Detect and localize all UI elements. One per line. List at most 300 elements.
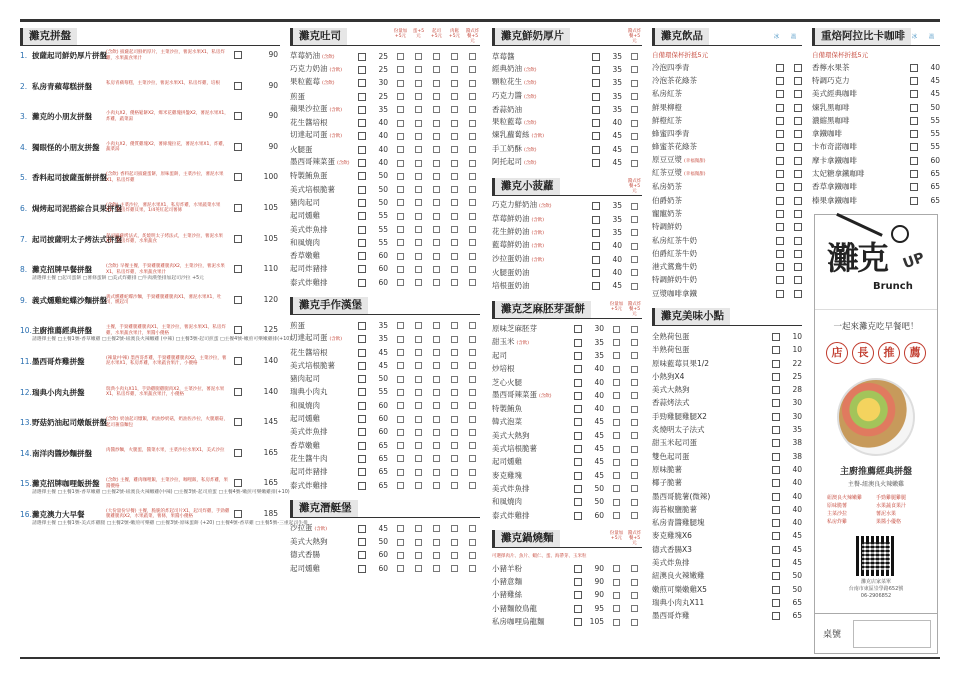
option-checkbox[interactable] [433, 349, 440, 356]
option-checkbox[interactable] [397, 402, 404, 409]
menu-item[interactable] [290, 359, 480, 372]
qty-box[interactable] [910, 170, 918, 178]
option-checkbox[interactable] [469, 53, 476, 60]
qty-box[interactable] [772, 399, 780, 407]
menu-item[interactable] [652, 167, 802, 180]
qty-box-hot[interactable] [794, 157, 802, 165]
qty-box[interactable] [234, 265, 242, 273]
option-checkbox[interactable] [451, 455, 458, 462]
menu-item[interactable] [652, 357, 802, 370]
qty-box[interactable] [776, 197, 784, 205]
menu-item[interactable] [812, 88, 940, 101]
option-checkbox[interactable] [451, 402, 458, 409]
option-checkbox[interactable] [415, 539, 422, 546]
qty-box[interactable] [592, 242, 600, 250]
qty-box[interactable] [234, 235, 242, 243]
option-checkbox[interactable] [631, 446, 638, 453]
option-checkbox[interactable] [469, 253, 476, 260]
option-checkbox[interactable] [433, 199, 440, 206]
qty-box[interactable] [574, 445, 582, 453]
option-checkbox[interactable] [433, 402, 440, 409]
platter-item[interactable] [20, 417, 280, 448]
option-checkbox[interactable] [397, 160, 404, 167]
qty-box[interactable] [574, 339, 582, 347]
option-checkbox[interactable] [397, 279, 404, 286]
option-checkbox[interactable] [631, 605, 638, 612]
qty-box[interactable] [358, 388, 366, 396]
option-checkbox[interactable] [415, 322, 422, 329]
option-checkbox[interactable] [613, 512, 620, 519]
menu-item[interactable] [652, 260, 802, 273]
platter-item[interactable] [20, 325, 292, 356]
qty-box[interactable] [776, 170, 784, 178]
menu-item[interactable] [652, 397, 802, 410]
menu-item[interactable] [812, 101, 940, 114]
option-checkbox[interactable] [451, 53, 458, 60]
menu-item[interactable] [652, 384, 802, 397]
menu-item[interactable] [290, 249, 480, 262]
option-checkbox[interactable] [433, 429, 440, 436]
option-checkbox[interactable] [631, 283, 638, 290]
option-checkbox[interactable] [451, 362, 458, 369]
option-checkbox[interactable] [631, 499, 638, 506]
qr-code-icon[interactable] [856, 536, 896, 576]
option-checkbox[interactable] [451, 322, 458, 329]
option-checkbox[interactable] [433, 539, 440, 546]
option-checkbox[interactable] [451, 106, 458, 113]
option-checkbox[interactable] [451, 469, 458, 476]
menu-item[interactable] [492, 200, 642, 213]
qty-box[interactable] [574, 485, 582, 493]
option-checkbox[interactable] [631, 229, 638, 236]
option-checkbox[interactable] [433, 469, 440, 476]
option-checkbox[interactable] [469, 336, 476, 343]
menu-item[interactable] [290, 156, 480, 169]
option-checkbox[interactable] [469, 173, 476, 180]
option-checkbox[interactable] [451, 120, 458, 127]
menu-item[interactable] [652, 463, 802, 476]
menu-item[interactable] [492, 442, 642, 455]
option-checkbox[interactable] [613, 446, 620, 453]
qty-box[interactable] [358, 106, 366, 114]
menu-item[interactable] [652, 450, 802, 463]
option-checkbox[interactable] [397, 525, 404, 532]
platter-item[interactable] [20, 142, 280, 173]
qty-box[interactable] [234, 204, 242, 212]
qty-box[interactable] [234, 510, 242, 518]
option-checkbox[interactable] [613, 379, 620, 386]
option-checkbox[interactable] [469, 213, 476, 220]
qty-box[interactable] [776, 64, 784, 72]
option-checkbox[interactable] [613, 459, 620, 466]
option-checkbox[interactable] [469, 66, 476, 73]
option-checkbox[interactable] [469, 80, 476, 87]
option-checkbox[interactable] [631, 66, 638, 73]
platter-options[interactable]: 請選擇主餐 □主餐1號-香草嫩雞 □主餐2號-紐澳良火辣嫩雞(中辣) □主餐3號-起司煎蛋 □主餐4號-嫩煎可樂嫩雞排(+10) [32, 490, 290, 496]
option-checkbox[interactable] [415, 133, 422, 140]
option-checkbox[interactable] [415, 253, 422, 260]
option-checkbox[interactable] [397, 389, 404, 396]
menu-item[interactable] [290, 196, 480, 209]
menu-item[interactable] [290, 223, 480, 236]
option-checkbox[interactable] [397, 106, 404, 113]
qty-box[interactable] [574, 325, 582, 333]
menu-item[interactable] [652, 287, 802, 300]
qty-box-hot[interactable] [794, 250, 802, 258]
option-checkbox[interactable] [469, 552, 476, 559]
qty-box[interactable] [574, 578, 582, 586]
option-checkbox[interactable] [613, 579, 620, 586]
option-checkbox[interactable] [451, 80, 458, 87]
qty-box[interactable] [234, 82, 242, 90]
option-checkbox[interactable] [469, 266, 476, 273]
menu-item[interactable] [290, 373, 480, 386]
menu-item[interactable] [492, 336, 642, 349]
qty-box[interactable] [358, 455, 366, 463]
qty-box[interactable] [574, 512, 582, 520]
menu-item[interactable] [492, 576, 642, 589]
qty-box[interactable] [358, 93, 366, 101]
option-checkbox[interactable] [469, 93, 476, 100]
option-checkbox[interactable] [397, 376, 404, 383]
menu-item[interactable] [290, 143, 480, 156]
menu-item[interactable] [492, 562, 642, 575]
qty-box[interactable] [910, 90, 918, 98]
menu-item[interactable] [812, 181, 940, 194]
qty-box[interactable] [592, 256, 600, 264]
option-checkbox[interactable] [415, 66, 422, 73]
option-checkbox[interactable] [415, 199, 422, 206]
menu-item[interactable] [492, 279, 642, 292]
option-checkbox[interactable] [451, 186, 458, 193]
option-checkbox[interactable] [631, 106, 638, 113]
option-checkbox[interactable] [415, 226, 422, 233]
option-checkbox[interactable] [469, 565, 476, 572]
option-checkbox[interactable] [451, 442, 458, 449]
option-checkbox[interactable] [451, 146, 458, 153]
qty-box[interactable] [910, 77, 918, 85]
option-checkbox[interactable] [613, 419, 620, 426]
option-checkbox[interactable] [433, 525, 440, 532]
option-checkbox[interactable] [631, 203, 638, 210]
option-checkbox[interactable] [469, 429, 476, 436]
option-checkbox[interactable] [397, 429, 404, 436]
qty-box[interactable] [592, 202, 600, 210]
option-checkbox[interactable] [433, 482, 440, 489]
qty-box[interactable] [772, 599, 780, 607]
option-checkbox[interactable] [451, 239, 458, 246]
menu-item[interactable] [290, 263, 480, 276]
option-checkbox[interactable] [469, 389, 476, 396]
option-checkbox[interactable] [415, 146, 422, 153]
qty-box[interactable] [234, 143, 242, 151]
qty-box[interactable] [234, 173, 242, 181]
qty-box[interactable] [592, 66, 600, 74]
option-checkbox[interactable] [415, 173, 422, 180]
option-checkbox[interactable] [397, 482, 404, 489]
option-checkbox[interactable] [397, 199, 404, 206]
menu-item[interactable] [652, 74, 802, 87]
menu-item[interactable] [812, 61, 940, 74]
qty-box[interactable] [234, 357, 242, 365]
option-checkbox[interactable] [631, 592, 638, 599]
option-checkbox[interactable] [397, 66, 404, 73]
option-checkbox[interactable] [613, 472, 620, 479]
menu-item[interactable] [492, 77, 642, 90]
option-checkbox[interactable] [433, 80, 440, 87]
option-checkbox[interactable] [469, 186, 476, 193]
menu-item[interactable] [290, 103, 480, 116]
option-checkbox[interactable] [631, 120, 638, 127]
option-checkbox[interactable] [433, 66, 440, 73]
qty-box[interactable] [910, 64, 918, 72]
platter-item[interactable] [20, 478, 290, 509]
qty-box[interactable] [358, 132, 366, 140]
option-checkbox[interactable] [631, 432, 638, 439]
qty-box[interactable] [358, 146, 366, 154]
qty-box[interactable] [592, 53, 600, 61]
menu-item[interactable] [290, 386, 480, 399]
menu-item[interactable] [290, 426, 480, 439]
menu-item[interactable] [652, 530, 802, 543]
platter-item[interactable] [20, 111, 280, 142]
qty-box[interactable] [592, 132, 600, 140]
qty-box[interactable] [234, 326, 242, 334]
option-checkbox[interactable] [451, 173, 458, 180]
option-checkbox[interactable] [451, 552, 458, 559]
menu-item[interactable] [652, 154, 802, 167]
platter-options[interactable]: 請選擇主餐 □起司蛋餅 □薯條蛋餅 □美式炸雞排 □牛肉漢堡排加起司沙拉 +5元 [32, 276, 204, 282]
menu-item[interactable] [652, 583, 802, 596]
menu-item[interactable] [812, 194, 940, 207]
menu-item[interactable] [492, 130, 642, 143]
option-checkbox[interactable] [469, 239, 476, 246]
option-checkbox[interactable] [397, 552, 404, 559]
menu-item[interactable] [492, 376, 642, 389]
qty-box[interactable] [574, 472, 582, 480]
menu-item[interactable] [492, 50, 642, 63]
qty-box[interactable] [776, 237, 784, 245]
qty-box[interactable] [358, 551, 366, 559]
option-checkbox[interactable] [469, 362, 476, 369]
qty-box-hot[interactable] [794, 183, 802, 191]
option-checkbox[interactable] [469, 199, 476, 206]
menu-item[interactable] [492, 156, 642, 169]
option-checkbox[interactable] [397, 362, 404, 369]
menu-item[interactable] [652, 274, 802, 287]
qty-box-hot[interactable] [794, 276, 802, 284]
platter-item[interactable] [20, 264, 280, 295]
qty-box[interactable] [592, 119, 600, 127]
menu-item[interactable] [652, 181, 802, 194]
option-checkbox[interactable] [415, 565, 422, 572]
option-checkbox[interactable] [433, 120, 440, 127]
qty-box[interactable] [574, 379, 582, 387]
qty-box[interactable] [592, 216, 600, 224]
option-checkbox[interactable] [397, 266, 404, 273]
qty-box[interactable] [234, 51, 242, 59]
qty-box[interactable] [358, 186, 366, 194]
qty-box[interactable] [772, 572, 780, 580]
option-checkbox[interactable] [415, 349, 422, 356]
option-checkbox[interactable] [631, 93, 638, 100]
option-checkbox[interactable] [415, 442, 422, 449]
option-checkbox[interactable] [631, 379, 638, 386]
menu-item[interactable] [492, 226, 642, 239]
option-checkbox[interactable] [469, 442, 476, 449]
option-checkbox[interactable] [451, 349, 458, 356]
qty-box[interactable] [592, 79, 600, 87]
qty-box[interactable] [776, 77, 784, 85]
option-checkbox[interactable] [631, 326, 638, 333]
option-checkbox[interactable] [631, 392, 638, 399]
menu-item[interactable] [290, 319, 480, 332]
menu-item[interactable] [290, 170, 480, 183]
qty-box[interactable] [358, 525, 366, 533]
menu-item[interactable] [492, 116, 642, 129]
qty-box[interactable] [592, 146, 600, 154]
qty-box[interactable] [574, 432, 582, 440]
menu-item[interactable] [290, 77, 480, 90]
option-checkbox[interactable] [415, 160, 422, 167]
menu-item[interactable] [492, 266, 642, 279]
qty-box[interactable] [776, 290, 784, 298]
option-checkbox[interactable] [613, 432, 620, 439]
option-checkbox[interactable] [451, 226, 458, 233]
qty-box-hot[interactable] [794, 197, 802, 205]
option-checkbox[interactable] [631, 406, 638, 413]
option-checkbox[interactable] [397, 349, 404, 356]
menu-item[interactable] [290, 549, 480, 562]
qty-box[interactable] [772, 546, 780, 554]
qty-box[interactable] [574, 352, 582, 360]
qty-box-hot[interactable] [794, 130, 802, 138]
menu-item[interactable] [492, 363, 642, 376]
menu-item[interactable] [652, 194, 802, 207]
platter-item[interactable] [20, 356, 280, 387]
option-checkbox[interactable] [613, 605, 620, 612]
option-checkbox[interactable] [631, 216, 638, 223]
qty-box[interactable] [358, 349, 366, 357]
option-checkbox[interactable] [397, 226, 404, 233]
option-checkbox[interactable] [613, 352, 620, 359]
qty-box[interactable] [358, 53, 366, 61]
option-checkbox[interactable] [451, 160, 458, 167]
menu-item[interactable] [290, 50, 480, 63]
option-checkbox[interactable] [397, 565, 404, 572]
menu-item[interactable] [290, 116, 480, 129]
qty-box[interactable] [772, 532, 780, 540]
option-checkbox[interactable] [451, 336, 458, 343]
option-checkbox[interactable] [433, 173, 440, 180]
option-checkbox[interactable] [613, 339, 620, 346]
qty-box[interactable] [358, 538, 366, 546]
menu-item[interactable] [492, 496, 642, 509]
option-checkbox[interactable] [631, 269, 638, 276]
qty-box[interactable] [772, 426, 780, 434]
menu-item[interactable] [492, 456, 642, 469]
qty-box-hot[interactable] [794, 170, 802, 178]
option-checkbox[interactable] [613, 366, 620, 373]
menu-item[interactable] [652, 101, 802, 114]
menu-item[interactable] [290, 236, 480, 249]
menu-item[interactable] [652, 517, 802, 530]
platter-item[interactable] [20, 234, 280, 265]
menu-item[interactable] [290, 333, 480, 346]
option-checkbox[interactable] [613, 499, 620, 506]
menu-item[interactable] [492, 253, 642, 266]
option-checkbox[interactable] [433, 133, 440, 140]
option-checkbox[interactable] [613, 485, 620, 492]
option-checkbox[interactable] [451, 266, 458, 273]
qty-box[interactable] [776, 250, 784, 258]
option-checkbox[interactable] [433, 389, 440, 396]
menu-item[interactable] [812, 154, 940, 167]
option-checkbox[interactable] [415, 213, 422, 220]
option-checkbox[interactable] [469, 133, 476, 140]
option-checkbox[interactable] [415, 120, 422, 127]
platter-item[interactable] [20, 448, 280, 479]
qty-box[interactable] [358, 428, 366, 436]
qty-box[interactable] [358, 482, 366, 490]
qty-box[interactable] [772, 493, 780, 501]
menu-item[interactable] [652, 370, 802, 383]
option-checkbox[interactable] [397, 213, 404, 220]
option-checkbox[interactable] [631, 565, 638, 572]
platter-item[interactable] [20, 203, 280, 234]
option-checkbox[interactable] [415, 362, 422, 369]
qty-box[interactable] [772, 506, 780, 514]
option-checkbox[interactable] [613, 619, 620, 626]
option-checkbox[interactable] [613, 565, 620, 572]
qty-box[interactable] [358, 79, 366, 87]
option-checkbox[interactable] [631, 243, 638, 250]
menu-item[interactable] [652, 127, 802, 140]
menu-item[interactable] [492, 615, 642, 628]
menu-item[interactable] [290, 536, 480, 549]
qty-box[interactable] [776, 143, 784, 151]
option-checkbox[interactable] [415, 80, 422, 87]
table-number-field[interactable] [853, 620, 931, 648]
option-checkbox[interactable] [397, 455, 404, 462]
menu-item[interactable] [290, 210, 480, 223]
option-checkbox[interactable] [397, 253, 404, 260]
option-checkbox[interactable] [415, 416, 422, 423]
qty-box[interactable] [592, 159, 600, 167]
menu-item[interactable] [492, 589, 642, 602]
option-checkbox[interactable] [415, 525, 422, 532]
option-checkbox[interactable] [631, 579, 638, 586]
menu-item[interactable] [290, 452, 480, 465]
menu-item[interactable] [652, 330, 802, 343]
qty-box-hot[interactable] [794, 223, 802, 231]
qty-box[interactable] [574, 618, 582, 626]
option-checkbox[interactable] [397, 173, 404, 180]
option-checkbox[interactable] [397, 539, 404, 546]
option-checkbox[interactable] [433, 336, 440, 343]
option-checkbox[interactable] [433, 160, 440, 167]
qty-box[interactable] [234, 296, 242, 304]
menu-item[interactable] [652, 207, 802, 220]
option-checkbox[interactable] [415, 552, 422, 559]
qty-box[interactable] [358, 442, 366, 450]
qty-box[interactable] [772, 612, 780, 620]
option-checkbox[interactable] [433, 442, 440, 449]
option-checkbox[interactable] [397, 133, 404, 140]
option-checkbox[interactable] [469, 106, 476, 113]
menu-item[interactable] [290, 63, 480, 76]
qty-box[interactable] [234, 479, 242, 487]
